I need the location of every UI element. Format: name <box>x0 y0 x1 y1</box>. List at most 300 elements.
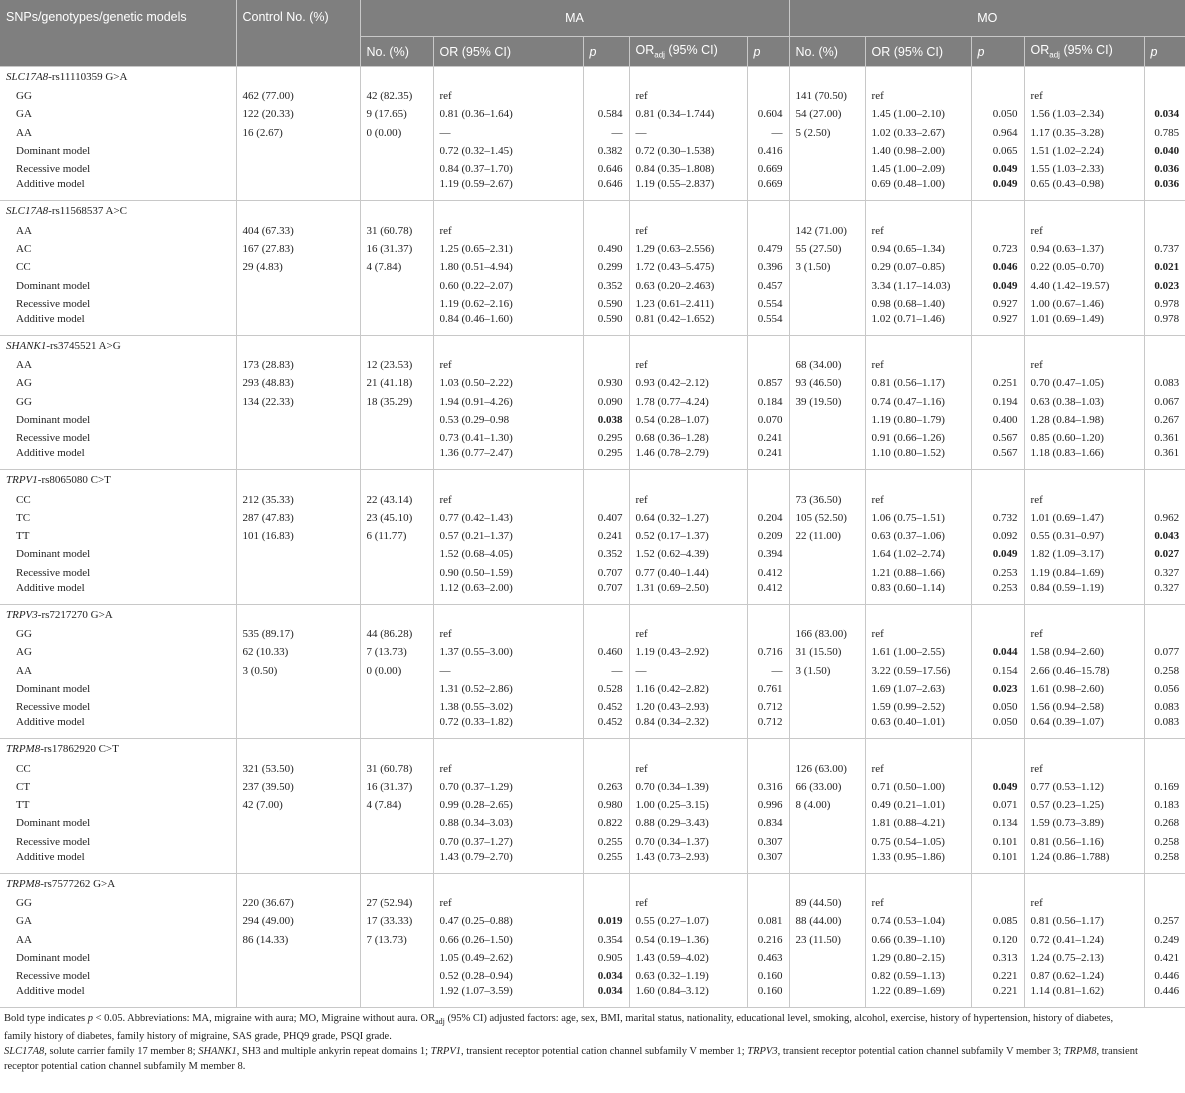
table-row <box>0 429 1185 447</box>
ma-no-cell <box>360 698 433 716</box>
ma-or-cell: ref <box>433 759 583 777</box>
ctrl-cell: 287 (47.83) <box>236 509 360 527</box>
ma-no-cell: 22 (43.14) <box>360 490 433 508</box>
mo-or-cell: 0.71 (0.50–1.00) <box>865 778 971 796</box>
ma-padj-cell <box>747 625 789 643</box>
mo-oradj-cell: 0.72 (0.41–1.24) <box>1024 931 1144 949</box>
mo-p-header: p <box>971 37 1024 67</box>
snp-header-row <box>0 739 1185 760</box>
mo-or-cell: 1.40 (0.98–2.00) <box>865 142 971 160</box>
genotype-label: AG <box>0 643 236 661</box>
ctrl-cell: 167 (27.83) <box>236 240 360 258</box>
mo-or-cell: ref <box>865 221 971 239</box>
genotype-label: CC <box>0 490 236 508</box>
ma-or-cell: 1.19 (0.59–2.67) <box>433 178 583 201</box>
mo-or-cell: 3.22 (0.59–17.56) <box>865 662 971 680</box>
table-row <box>0 912 1185 930</box>
snp-header-row <box>0 67 1185 88</box>
ma-no-cell: 0 (0.00) <box>360 124 433 142</box>
ctrl-cell: 101 (16.83) <box>236 527 360 545</box>
table-row <box>0 295 1185 313</box>
ma-padj-cell: 0.396 <box>747 258 789 276</box>
ma-or-cell: ref <box>433 894 583 912</box>
ma-oradj-cell: 0.81 (0.42–1.652) <box>629 313 747 336</box>
table-row <box>0 105 1185 123</box>
ma-no-cell: 6 (11.77) <box>360 527 433 545</box>
ma-p-cell: 0.646 <box>583 178 629 201</box>
genotype-label: AA <box>0 124 236 142</box>
ma-padj-cell: 0.554 <box>747 313 789 336</box>
ma-p-cell: 0.590 <box>583 313 629 336</box>
ma-padj-cell: 0.669 <box>747 178 789 201</box>
ma-or-cell: 0.81 (0.36–1.64) <box>433 105 583 123</box>
genotype-label: GA <box>0 105 236 123</box>
mo-no-cell <box>789 545 865 563</box>
ma-padj-cell: 0.669 <box>747 160 789 178</box>
ma-or-cell: 0.72 (0.32–1.45) <box>433 142 583 160</box>
table-row <box>0 564 1185 582</box>
genotype-label: AA <box>0 356 236 374</box>
genotype-label: Additive model <box>0 985 236 1008</box>
ctrl-cell <box>236 716 360 739</box>
ma-or-cell: 1.12 (0.63–2.00) <box>433 582 583 605</box>
table-row <box>0 178 1185 201</box>
mo-p-cell: 0.221 <box>971 967 1024 985</box>
ma-p-cell: — <box>583 662 629 680</box>
ma-oradj-cell: 0.77 (0.40–1.44) <box>629 564 747 582</box>
mo-oradj-cell: 0.81 (0.56–1.16) <box>1024 833 1144 851</box>
ma-oradj-cell: — <box>629 124 747 142</box>
ma-oradj-cell: 0.72 (0.30–1.538) <box>629 142 747 160</box>
ma-or-cell: 1.43 (0.79–2.70) <box>433 851 583 874</box>
mo-or-cell: 0.94 (0.65–1.34) <box>865 240 971 258</box>
table-row <box>0 643 1185 661</box>
ma-no-cell <box>360 160 433 178</box>
mo-or-cell: 1.21 (0.88–1.66) <box>865 564 971 582</box>
ma-no-cell <box>360 564 433 582</box>
ma-oradj-cell: 0.81 (0.34–1.744) <box>629 105 747 123</box>
ma-padj-cell: 0.412 <box>747 582 789 605</box>
ctrl-cell: 293 (48.83) <box>236 374 360 392</box>
mo-or-cell: 0.74 (0.47–1.16) <box>865 393 971 411</box>
mo-p-cell: 0.049 <box>971 778 1024 796</box>
ma-padj-cell: 0.307 <box>747 833 789 851</box>
ma-no-cell: 7 (13.73) <box>360 931 433 949</box>
mo-p-cell: 0.313 <box>971 949 1024 967</box>
ma-p-cell <box>583 356 629 374</box>
mo-padj-cell: 0.036 <box>1144 178 1185 201</box>
mo-no-cell <box>789 851 865 874</box>
mo-no-cell: 141 (70.50) <box>789 87 865 105</box>
mo-oradj-cell: 1.17 (0.35–3.28) <box>1024 124 1144 142</box>
ma-p-cell: 0.822 <box>583 814 629 832</box>
ma-padj-cell <box>747 490 789 508</box>
ctrl-cell: 462 (77.00) <box>236 87 360 105</box>
ma-padj-header: p <box>747 37 789 67</box>
mo-oradj-cell: 2.66 (0.46–15.78) <box>1024 662 1144 680</box>
mo-no-cell: 39 (19.50) <box>789 393 865 411</box>
mo-p-cell: 0.253 <box>971 564 1024 582</box>
ma-or-cell: 1.05 (0.49–2.62) <box>433 949 583 967</box>
ma-no-cell: 12 (23.53) <box>360 356 433 374</box>
ma-or-cell: 0.88 (0.34–3.03) <box>433 814 583 832</box>
ma-no-cell <box>360 582 433 605</box>
genotype-label: Dominant model <box>0 411 236 429</box>
mo-or-cell: ref <box>865 490 971 508</box>
ma-no-cell: 42 (82.35) <box>360 87 433 105</box>
ma-padj-cell: 0.712 <box>747 716 789 739</box>
ma-oradj-cell: 1.29 (0.63–2.556) <box>629 240 747 258</box>
mo-padj-cell: 0.978 <box>1144 313 1185 336</box>
ma-padj-cell: 0.457 <box>747 276 789 294</box>
ctrl-cell <box>236 698 360 716</box>
ma-padj-cell: 0.712 <box>747 698 789 716</box>
ma-or-cell: 1.36 (0.77–2.47) <box>433 447 583 470</box>
ma-p-header: p <box>583 37 629 67</box>
snp-label: SHANK1-rs3745521 A>G <box>0 335 236 356</box>
mo-padj-cell: 0.249 <box>1154 933 1180 946</box>
ma-padj-cell <box>747 894 789 912</box>
ma-no-cell: 23 (45.10) <box>360 509 433 527</box>
ma-no-cell <box>360 142 433 160</box>
mo-no-cell: 54 (27.00) <box>789 105 865 123</box>
mo-padj-cell: 0.257 <box>1154 915 1180 928</box>
ma-or-cell: ref <box>433 221 583 239</box>
genotype-label: Dominant model <box>0 142 236 160</box>
table-row <box>0 258 1185 276</box>
ma-p-cell: 0.452 <box>583 716 629 739</box>
genotype-label: AG <box>0 374 236 392</box>
ma-no-cell: 18 (35.29) <box>360 393 433 411</box>
mo-p-cell <box>971 490 1024 508</box>
mo-or-cell: 0.69 (0.48–1.00) <box>865 178 971 201</box>
ma-no-header: No. (%) <box>360 37 433 67</box>
abbr-text: , SH3 and multiple ankyrin repeat domains 1; <box>236 1046 431 1058</box>
ma-oradj-cell: 1.60 (0.84–3.12) <box>629 985 747 1008</box>
mo-oradj-cell: 1.24 (0.75–2.13) <box>1024 949 1144 967</box>
mo-p-cell: 0.085 <box>971 912 1024 930</box>
ma-no-cell: 31 (60.78) <box>360 759 433 777</box>
mo-oradj-cell: ref <box>1024 490 1144 508</box>
mo-p-cell: 0.046 <box>971 258 1024 276</box>
mo-oradj-cell: ref <box>1024 759 1144 777</box>
ma-oradj-cell: 0.68 (0.36–1.28) <box>629 429 747 447</box>
mo-padj-cell: 0.785 <box>1154 126 1180 139</box>
ma-padj-cell: — <box>747 662 789 680</box>
ma-oradj-header: $OR_{adj}$ (95% CI) <box>629 37 747 67</box>
ma-oradj-cell: 0.64 (0.32–1.27) <box>629 509 747 527</box>
ma-no-cell: 16 (31.37) <box>360 240 433 258</box>
ctrl-cell <box>236 295 360 313</box>
genotype-label: Recessive model <box>0 698 236 716</box>
mo-padj-cell: 0.258 <box>1154 835 1180 848</box>
ma-p-cell <box>583 894 629 912</box>
ma-or-cell: 0.52 (0.28–0.94) <box>433 967 583 985</box>
mo-no-cell <box>789 967 865 985</box>
snp-label: TRPM8-rs7577262 G>A <box>0 873 236 894</box>
ctrl-cell <box>236 949 360 967</box>
ma-or-cell: — <box>433 662 583 680</box>
genotype-label: GG <box>0 894 236 912</box>
genotype-label: AC <box>0 240 236 258</box>
genotype-label: Additive model <box>0 313 236 336</box>
ma-padj-cell: 0.241 <box>747 429 789 447</box>
ctrl-cell: 62 (10.33) <box>236 643 360 661</box>
mo-padj-cell: 0.040 <box>1154 145 1180 158</box>
mo-oradj-cell: 1.51 (1.02–2.24) <box>1024 142 1144 160</box>
ma-p-cell <box>583 221 629 239</box>
mo-padj-cell: 0.258 <box>1144 851 1185 874</box>
mo-padj-cell: 0.268 <box>1154 817 1180 830</box>
mo-padj-cell: 0.258 <box>1154 664 1180 677</box>
ma-no-cell <box>360 985 433 1008</box>
mo-or-cell: 1.10 (0.80–1.52) <box>865 447 971 470</box>
ctrl-cell <box>236 429 360 447</box>
ma-p-cell: 0.452 <box>583 698 629 716</box>
mo-padj-cell: 0.034 <box>1154 108 1180 121</box>
ma-no-cell <box>360 429 433 447</box>
ma-p-cell: 0.707 <box>583 582 629 605</box>
mo-padj-cell: 0.083 <box>1144 716 1185 739</box>
ma-or-cell: 0.99 (0.28–2.65) <box>433 796 583 814</box>
snp-label: TRPV3-rs7217270 G>A <box>0 604 236 625</box>
ctrl-cell: 535 (89.17) <box>236 625 360 643</box>
ctrl-cell <box>236 680 360 698</box>
ma-no-cell: 16 (31.37) <box>360 778 433 796</box>
genotype-label: Recessive model <box>0 833 236 851</box>
mo-padj-cell: 0.978 <box>1154 297 1180 310</box>
ma-no-cell <box>360 411 433 429</box>
mo-padj-cell: 0.327 <box>1144 582 1185 605</box>
ma-p-cell: 0.707 <box>583 564 629 582</box>
ma-oradj-cell: 1.43 (0.59–4.02) <box>629 949 747 967</box>
mo-padj-cell <box>1144 221 1185 239</box>
ma-no-cell: 17 (33.33) <box>360 912 433 930</box>
ma-p-cell <box>583 759 629 777</box>
genotype-label: Additive model <box>0 851 236 874</box>
mo-p-cell: 0.221 <box>971 985 1024 1008</box>
mo-oradj-cell: 1.56 (1.03–2.34) <box>1024 105 1144 123</box>
mo-no-cell: 68 (34.00) <box>789 356 865 374</box>
ma-p-cell: 0.382 <box>583 142 629 160</box>
table-row <box>0 759 1185 777</box>
ma-oradj-cell: ref <box>629 221 747 239</box>
mo-oradj-cell: 1.01 (0.69–1.47) <box>1024 509 1144 527</box>
mo-no-cell <box>789 178 865 201</box>
ma-padj-cell: 0.996 <box>747 796 789 814</box>
mo-or-cell: 1.69 (1.07–2.63) <box>865 680 971 698</box>
ma-no-cell: 0 (0.00) <box>360 662 433 680</box>
ma-p-cell: 0.295 <box>583 429 629 447</box>
mo-padj-cell: 0.327 <box>1154 566 1180 579</box>
mo-oradj-cell: 1.55 (1.03–2.33) <box>1024 160 1144 178</box>
ma-no-cell <box>360 447 433 470</box>
mo-oradj-cell: 1.61 (0.98–2.60) <box>1024 680 1144 698</box>
genotype-label: Additive model <box>0 447 236 470</box>
mo-oradj-cell: 0.65 (0.43–0.98) <box>1024 178 1144 201</box>
genotype-label: CC <box>0 759 236 777</box>
genotype-label: Dominant model <box>0 545 236 563</box>
ma-padj-cell: 0.463 <box>747 949 789 967</box>
mo-oradj-cell: ref <box>1024 625 1144 643</box>
ma-p-cell: 0.352 <box>583 276 629 294</box>
mo-no-cell <box>789 411 865 429</box>
table-row <box>0 356 1185 374</box>
table-row <box>0 662 1185 680</box>
ma-oradj-cell: 1.43 (0.73–2.93) <box>629 851 747 874</box>
mo-or-cell: 1.59 (0.99–2.52) <box>865 698 971 716</box>
ma-oradj-cell: ref <box>629 490 747 508</box>
mo-p-cell: 0.049 <box>971 160 1024 178</box>
mo-no-cell: 142 (71.00) <box>789 221 865 239</box>
mo-oradj-cell: 0.85 (0.60–1.20) <box>1024 429 1144 447</box>
mo-p-cell: 0.134 <box>971 814 1024 832</box>
snp-header-row <box>0 873 1185 894</box>
ma-no-cell: 7 (13.73) <box>360 643 433 661</box>
genotype-label: Recessive model <box>0 564 236 582</box>
mo-oradj-cell: 1.59 (0.73–3.89) <box>1024 814 1144 832</box>
mo-or-cell: 0.91 (0.66–1.26) <box>865 429 971 447</box>
ma-p-cell: 0.019 <box>583 912 629 930</box>
ma-oradj-cell: 0.70 (0.34–1.37) <box>629 833 747 851</box>
ctrl-cell: 404 (67.33) <box>236 221 360 239</box>
ma-or-cell: 0.70 (0.37–1.27) <box>433 833 583 851</box>
genotype-label: Recessive model <box>0 295 236 313</box>
ma-p-cell: 0.295 <box>583 447 629 470</box>
table-row <box>0 240 1185 258</box>
mo-or-cell: 1.45 (1.00–2.09) <box>865 160 971 178</box>
ma-oradj-cell: 0.84 (0.34–2.32) <box>629 716 747 739</box>
mo-oradj-cell: 1.58 (0.94–2.60) <box>1024 643 1144 661</box>
ma-or-cell: ref <box>433 625 583 643</box>
mo-p-cell: 0.194 <box>971 393 1024 411</box>
ctrl-cell: 321 (53.50) <box>236 759 360 777</box>
ma-or-cell: 1.03 (0.50–2.22) <box>433 374 583 392</box>
mo-no-cell: 89 (44.50) <box>789 894 865 912</box>
ma-padj-cell: 0.081 <box>747 912 789 930</box>
ctrl-cell: 16 (2.67) <box>236 124 360 142</box>
ma-padj-cell: 0.604 <box>747 105 789 123</box>
ma-oradj-cell: 0.55 (0.27–1.07) <box>629 912 747 930</box>
genotype-label: Additive model <box>0 582 236 605</box>
mo-padj-cell <box>1144 356 1185 374</box>
ma-oradj-cell: — <box>629 662 747 680</box>
ma-oradj-cell: 0.54 (0.19–1.36) <box>629 931 747 949</box>
ma-or-cell: 0.77 (0.42–1.43) <box>433 509 583 527</box>
mo-padj-cell: 0.267 <box>1154 414 1180 426</box>
ma-or-cell: ref <box>433 356 583 374</box>
mo-padj-cell: 0.043 <box>1154 530 1180 543</box>
mo-p-cell: 0.154 <box>971 662 1024 680</box>
ma-padj-cell: 0.716 <box>747 643 789 661</box>
ma-or-header: OR (95% CI) <box>433 37 583 67</box>
ma-no-cell: 21 (41.18) <box>360 374 433 392</box>
mo-no-cell: 3 (1.50) <box>789 662 865 680</box>
ma-no-cell: 44 (86.28) <box>360 625 433 643</box>
ctrl-cell: 3 (0.50) <box>236 662 360 680</box>
mo-oradj-cell: 0.94 (0.63–1.37) <box>1024 240 1144 258</box>
ma-oradj-cell: ref <box>629 894 747 912</box>
ctrl-cell <box>236 313 360 336</box>
ma-oradj-cell: 0.70 (0.34–1.39) <box>629 778 747 796</box>
ctrl-cell: 294 (49.00) <box>236 912 360 930</box>
mo-no-cell: 166 (83.00) <box>789 625 865 643</box>
ma-padj-cell: 0.761 <box>747 680 789 698</box>
mo-oradj-cell: ref <box>1024 221 1144 239</box>
ma-p-cell: 0.584 <box>583 105 629 123</box>
mo-no-cell: 23 (11.50) <box>789 931 865 949</box>
mo-or-cell: 1.45 (1.00–2.10) <box>865 105 971 123</box>
mo-or-cell: 0.98 (0.68–1.40) <box>865 295 971 313</box>
mo-padj-cell: 0.169 <box>1154 780 1180 793</box>
ma-p-cell: 0.255 <box>583 833 629 851</box>
ma-padj-cell: 0.479 <box>747 240 789 258</box>
ma-no-cell: 31 (60.78) <box>360 221 433 239</box>
ma-p-cell: 0.490 <box>583 240 629 258</box>
abbr-gene: SLC17A8 <box>4 1046 45 1058</box>
mo-no-cell <box>789 582 865 605</box>
mo-padj-cell: 0.077 <box>1154 646 1180 659</box>
mo-no-cell <box>789 698 865 716</box>
table-row <box>0 698 1185 716</box>
mo-p-cell: 0.251 <box>971 374 1024 392</box>
mo-no-cell: 88 (44.00) <box>789 912 865 930</box>
ma-padj-cell: 0.412 <box>747 564 789 582</box>
genotype-label: CT <box>0 778 236 796</box>
mo-p-cell: 0.092 <box>971 527 1024 545</box>
ctrl-cell <box>236 967 360 985</box>
mo-or-cell: 3.34 (1.17–14.03) <box>865 276 971 294</box>
ma-oradj-cell: 0.84 (0.35–1.808) <box>629 160 747 178</box>
ctrl-cell: 173 (28.83) <box>236 356 360 374</box>
ma-p-cell: 0.930 <box>583 374 629 392</box>
ma-p-cell: 0.038 <box>583 411 629 429</box>
table-row <box>0 833 1185 851</box>
mo-no-cell <box>789 680 865 698</box>
ma-or-cell: 0.60 (0.22–2.07) <box>433 276 583 294</box>
table-row <box>0 374 1185 392</box>
table-row <box>0 527 1185 545</box>
table-row <box>0 625 1185 643</box>
ma-padj-cell <box>747 356 789 374</box>
mo-or-cell: ref <box>865 759 971 777</box>
table-row <box>0 87 1185 105</box>
ma-padj-cell: 0.204 <box>747 509 789 527</box>
ma-oradj-cell: 0.93 (0.42–2.12) <box>629 374 747 392</box>
mo-p-cell: 0.964 <box>971 124 1024 142</box>
ma-no-cell <box>360 313 433 336</box>
mo-oradj-cell: 0.55 (0.31–0.97) <box>1024 527 1144 545</box>
mo-or-cell: 1.29 (0.80–2.15) <box>865 949 971 967</box>
ctrl-cell <box>236 851 360 874</box>
genotype-label: GG <box>0 625 236 643</box>
mo-or-cell: 1.81 (0.88–4.21) <box>865 814 971 832</box>
mo-oradj-cell: ref <box>1024 894 1144 912</box>
ctrl-cell <box>236 814 360 832</box>
mo-or-cell: 0.63 (0.40–1.01) <box>865 716 971 739</box>
ctrl-cell: 86 (14.33) <box>236 931 360 949</box>
genotype-label: AA <box>0 662 236 680</box>
ma-p-cell: 0.263 <box>583 778 629 796</box>
mo-no-cell: 105 (52.50) <box>789 509 865 527</box>
mo-oradj-cell: 1.56 (0.94–2.58) <box>1024 698 1144 716</box>
ma-p-cell: 0.646 <box>583 160 629 178</box>
mo-or-cell: 0.63 (0.37–1.06) <box>865 527 971 545</box>
mo-padj-cell: 0.083 <box>1154 377 1180 390</box>
mo-padj-cell: 0.023 <box>1154 279 1180 292</box>
table-row <box>0 509 1185 527</box>
snp-label: SLC17A8-rs11110359 G>A <box>0 67 236 88</box>
